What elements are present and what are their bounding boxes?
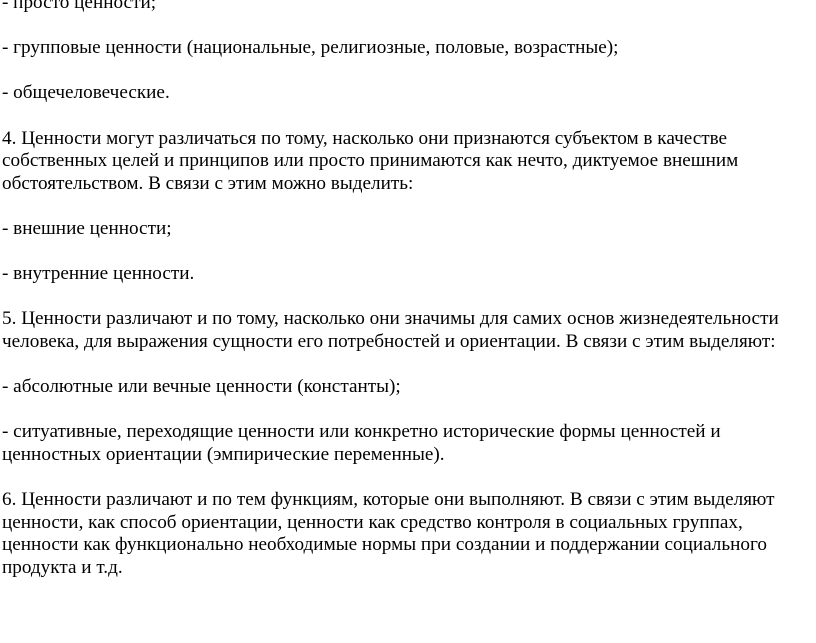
paragraph-point-6: 6. Ценности различают и по тем функциям, которые они выполняют. В связи с этим выделяют ценности, как способ ориентации, ценности как средство контроля в социальных группах, ценности как функционально необходимые нормы при создании и поддержании социального продукта и т.д. — [2, 489, 775, 578]
list-item-external-values: - внешние ценности; — [2, 217, 172, 239]
list-item-simple-values: - просто ценности; — [2, 0, 157, 13]
list-item-situational-values: - ситуативные, переходящие ценности или конкретно исторические формы ценностей и ценностных ориентации (эмпирические переменные). — [2, 421, 721, 465]
list-item-universal-values: - общечеловеческие. — [2, 82, 170, 104]
list-item-absolute-values: - абсолютные или вечные ценности (константы); — [2, 376, 401, 398]
paragraph-point-5: 5. Ценности различают и по тому, насколько они значимы для самих основ жизнедеятельности человека, для выражения сущности его потребностей и ориентации. В связи с этим выделяют: — [2, 308, 779, 352]
document-body — [2, 0, 812, 579]
list-item-group-values: - групповые ценности (национальные, религиозные, половые, возрастные); — [2, 37, 619, 59]
list-item-internal-values: - внутренние ценности. — [2, 263, 195, 285]
paragraph-point-4: 4. Ценности могут различаться по тому, насколько они признаются субъектом в качестве собственных целей и принципов или просто принимаются как нечто, диктуемое внешним обстоятельством. В связи с этим можно выделить: — [2, 127, 739, 194]
